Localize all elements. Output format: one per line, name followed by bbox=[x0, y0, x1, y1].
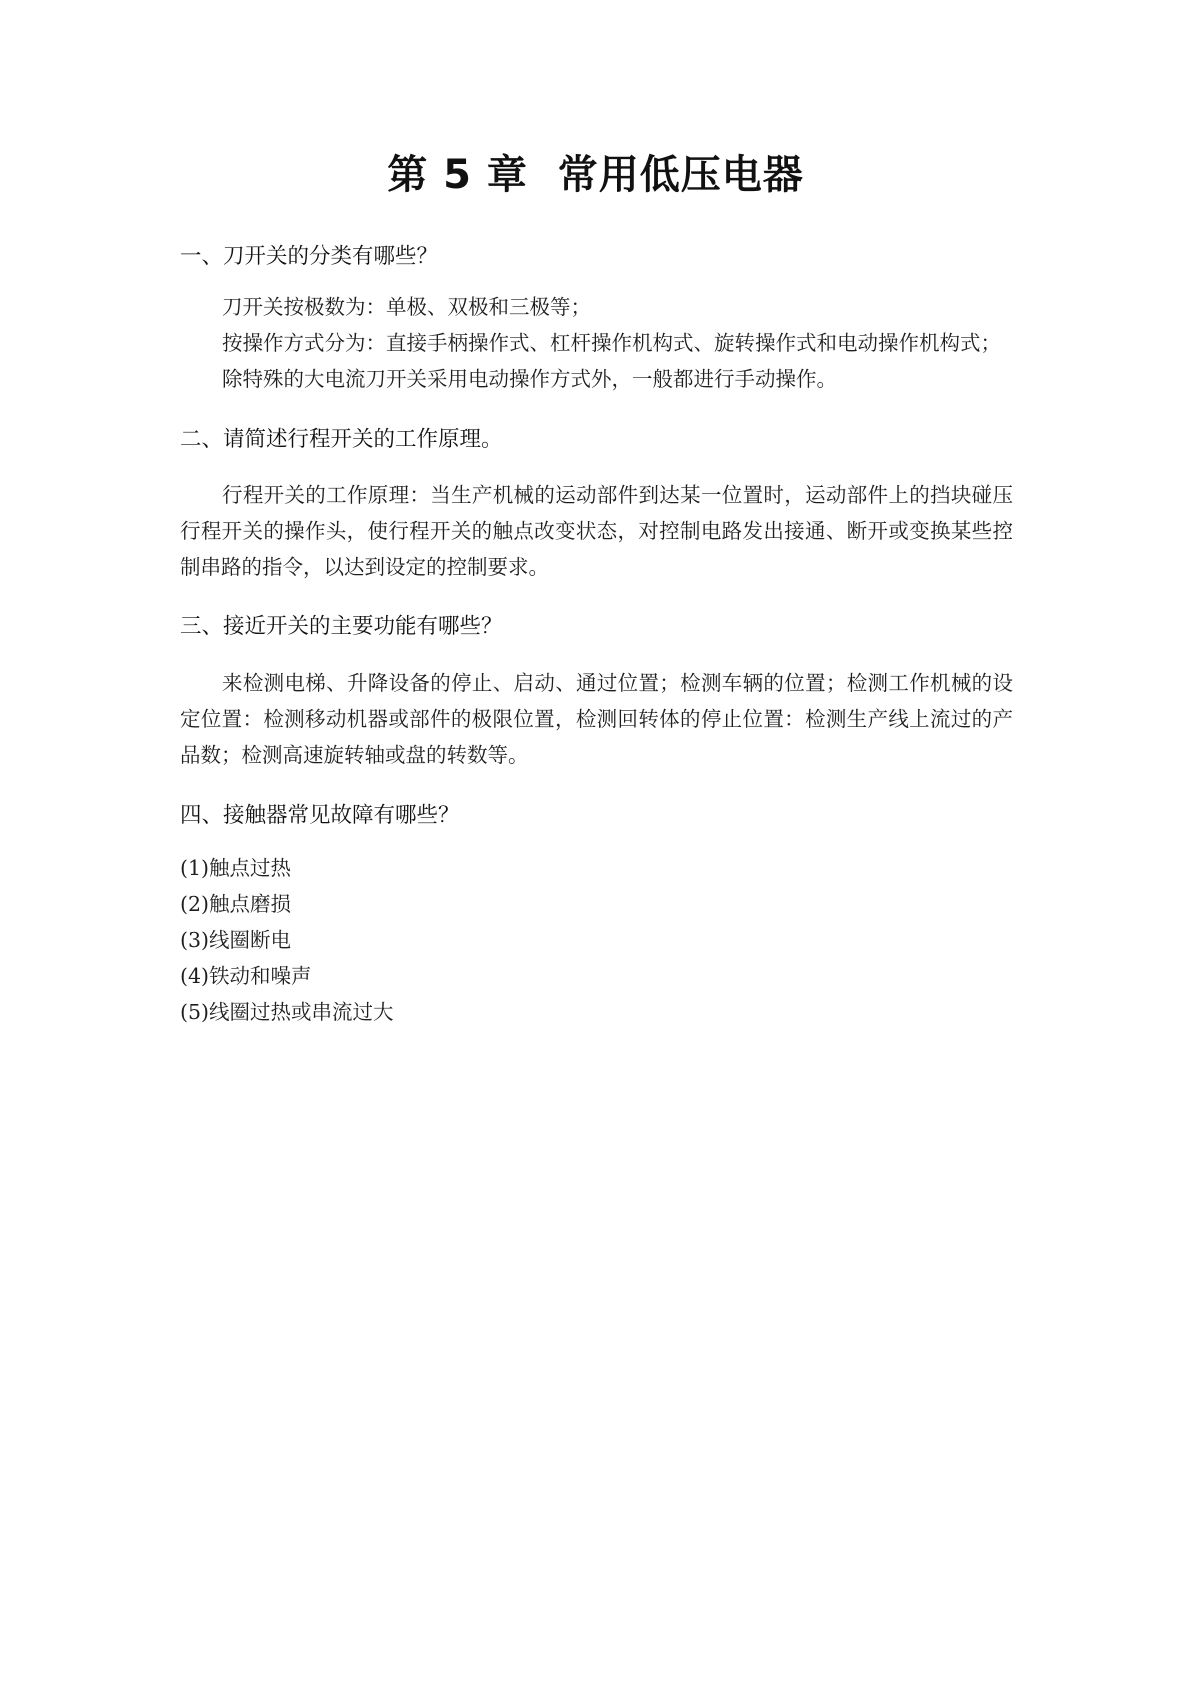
section-heading-3: 三、接近开关的主要功能有哪些？ bbox=[180, 614, 503, 639]
list-item: (2)触点磨损 bbox=[180, 892, 292, 916]
section-heading-2: 二、请简述行程开关的工作原理。 bbox=[180, 427, 503, 452]
fault-list bbox=[180, 850, 1013, 1030]
paragraph-line: 制串路的指令，以达到设定的控制要求。 bbox=[180, 555, 549, 579]
paragraph-line: 刀开关按极数为：单极、双极和三极等； bbox=[222, 295, 591, 319]
section-body-1 bbox=[180, 289, 1013, 397]
page-title: 第 5 章 常用低压电器 bbox=[387, 152, 804, 198]
paragraph-line: 按操作方式分为：直接手柄操作式、杠杆操作机构式、旋转操作式和电动操作机构式； bbox=[222, 331, 1001, 355]
paragraph-line: 行程开关的操作头，使行程开关的触点改变状态，对控制电路发出接通、断开或变换某些控 bbox=[180, 519, 1013, 543]
paragraph-line: 定位置：检测移动机器或部件的极限位置，检测回转体的停止位置：检测生产线上流过的产 bbox=[180, 707, 1013, 731]
paragraph-line: 行程开关的工作原理：当生产机械的运动部件到达某一位置时，运动部件上的挡块碰压 bbox=[222, 483, 1013, 507]
paragraph-line: 品数；检测高速旋转轴或盘的转数等。 bbox=[180, 743, 529, 767]
section-body-2 bbox=[180, 477, 1013, 585]
list-item: (5)线圈过热或串流过大 bbox=[180, 1000, 394, 1024]
list-item: (3)线圈断电 bbox=[180, 928, 292, 952]
section-body-3 bbox=[180, 665, 1013, 773]
list-item: (4)铁动和噪声 bbox=[180, 964, 312, 988]
section-heading-4: 四、接触器常见故障有哪些？ bbox=[180, 803, 460, 828]
list-item: (1)触点过热 bbox=[180, 856, 292, 880]
section-heading-1: 一、刀开关的分类有哪些？ bbox=[180, 244, 439, 269]
paragraph-line: 来检测电梯、升降设备的停止、启动、通过位置；检测车辆的位置；检测工作机械的设 bbox=[222, 671, 1013, 695]
paragraph-line: 除特殊的大电流刀开关采用电动操作方式外，一般都进行手动操作。 bbox=[222, 367, 837, 391]
